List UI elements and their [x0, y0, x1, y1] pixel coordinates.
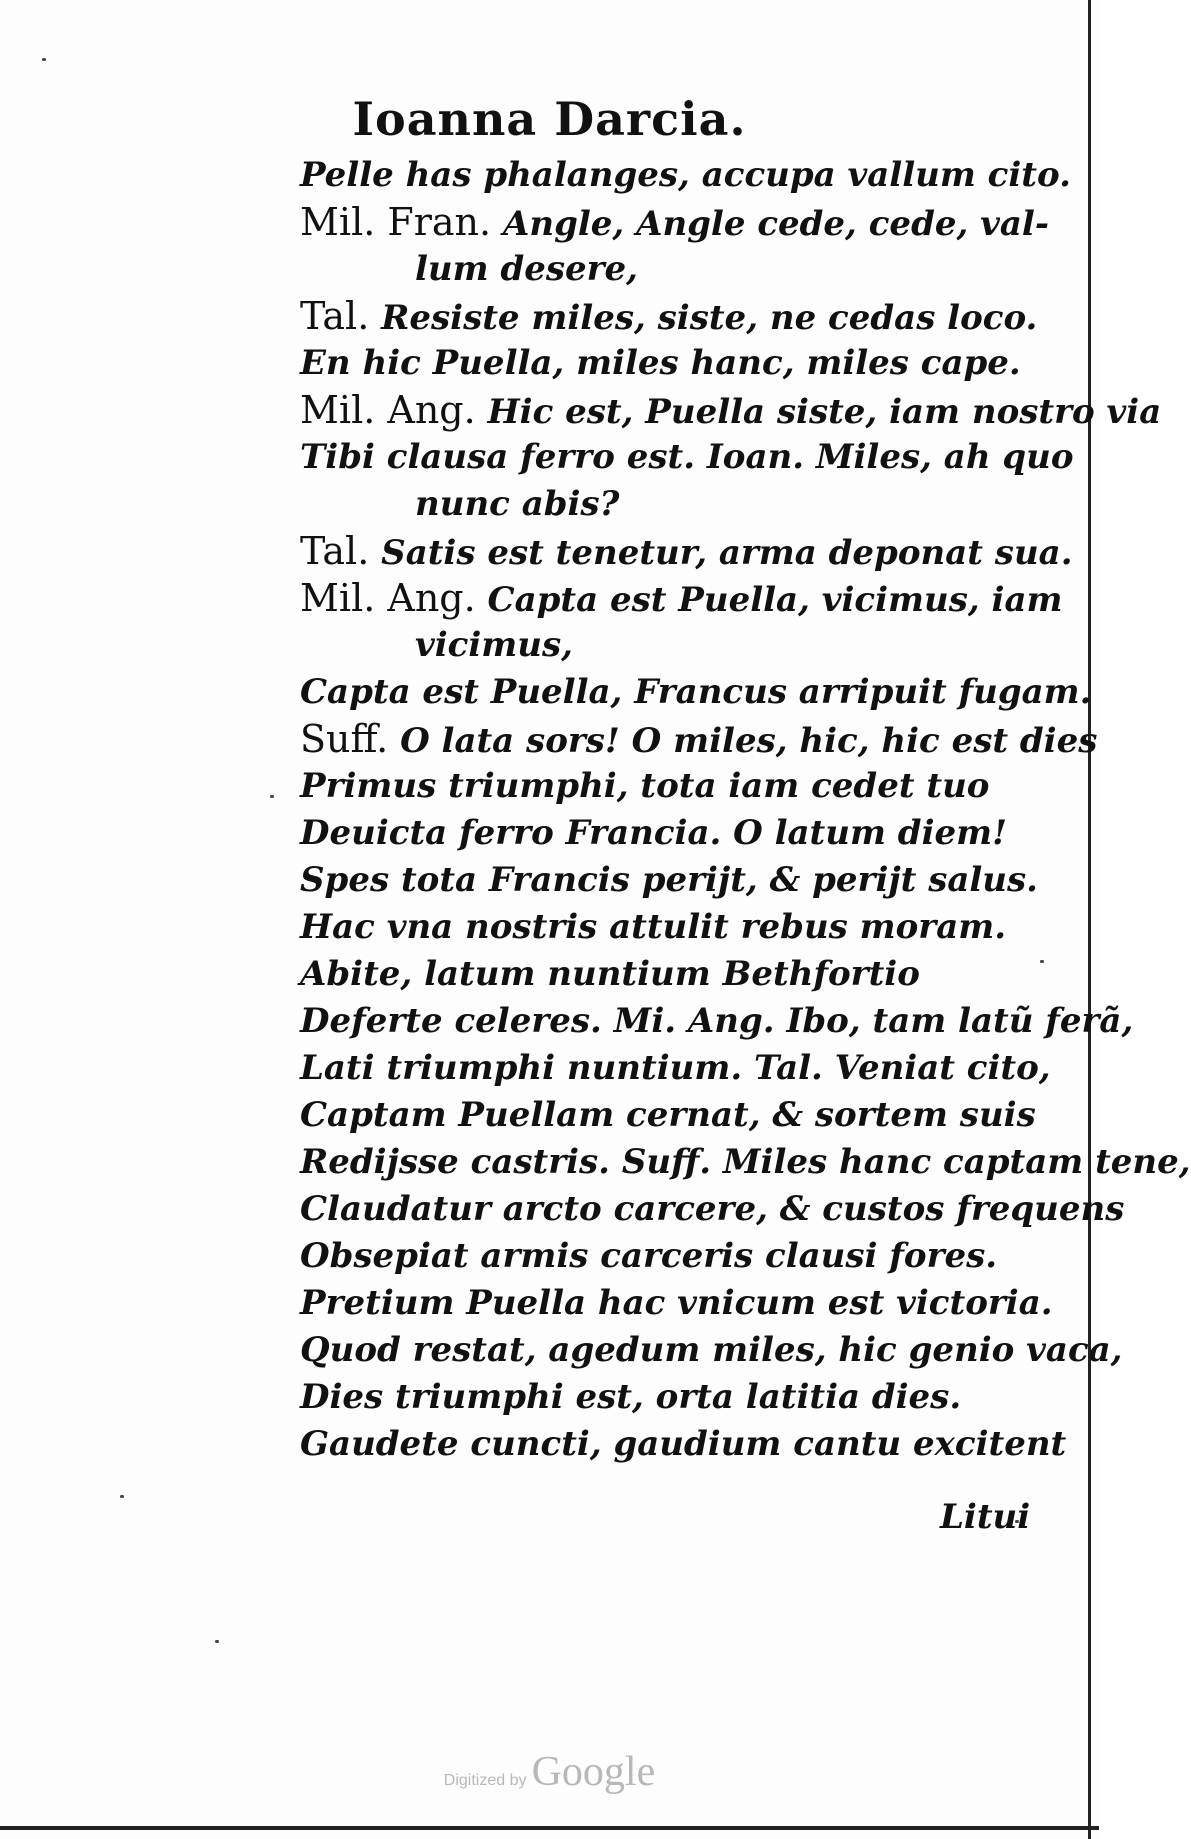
- line-text: Resiste miles, siste, ne cedas loco.: [381, 298, 1038, 338]
- line-text: Angle, Angle cede, cede, val-: [502, 204, 1049, 244]
- verse-line: [300, 575, 1063, 622]
- line-text: Satis est tenetur, arma deponat sua.: [381, 533, 1073, 573]
- verse-line: [300, 1421, 1067, 1468]
- verse-line: [300, 246, 1060, 293]
- line-text: Obsepiat armis carceris clausi fores.: [300, 1236, 998, 1276]
- line-text: Claudatur arcto carcere, & custos frequens: [300, 1189, 1125, 1229]
- line-text: Hic est, Puella siste, iam nostro via: [487, 392, 1162, 432]
- catchword: Litui: [940, 1497, 1031, 1537]
- page-edge-bottom: [0, 1826, 1099, 1830]
- verse-line: [300, 904, 1060, 951]
- verse-line: [300, 152, 1071, 199]
- line-text: Abite, latum nuntium Bethfortio: [300, 954, 920, 994]
- verse-line: [300, 1045, 1060, 1092]
- verse-line: [300, 669, 1092, 716]
- line-text: Deferte celeres. Mi. Ang. Ibo, tam latũ ferã,: [300, 1001, 1134, 1041]
- verse-line: [300, 810, 1060, 857]
- line-text: Tibi clausa ferro est. Ioan. Miles, ah quo: [300, 437, 1074, 477]
- digitized-watermark: [0, 1748, 1099, 1796]
- line-text: lum desere,: [415, 249, 639, 289]
- line-text: Spes tota Francis perijt, & perijt salus.: [300, 860, 1039, 900]
- line-text: Hac vna nostris attulit rebus moram.: [300, 907, 1007, 947]
- line-text: Capta est Puella, vicimus, iam: [487, 580, 1063, 620]
- verse-line: [300, 1327, 1123, 1374]
- line-text: Primus triumphi, tota iam cedet tuo: [300, 766, 990, 806]
- verse-line: [300, 1139, 1191, 1186]
- verse-line: [300, 1374, 1060, 1421]
- speaker-label: Tal.: [300, 529, 370, 573]
- line-text: Lati triumphi nuntium. Tal. Veniat cito,: [300, 1048, 1051, 1088]
- line-text: Quod restat, agedum miles, hic genio vaca,: [300, 1330, 1123, 1370]
- watermark-big: Google: [531, 1749, 656, 1795]
- scan-speck: [120, 1495, 124, 1498]
- verse-line: [300, 340, 1060, 387]
- verse-line: [300, 1186, 1125, 1233]
- line-text: Pelle has phalanges, accupa vallum cito.: [300, 155, 1071, 195]
- line-text: Deuicta ferro Francia. O latum diem!: [300, 813, 1008, 853]
- line-text: En hic Puella, miles hanc, miles cape.: [300, 343, 1021, 383]
- verse-line: [300, 622, 1060, 669]
- line-text: O lata sors! O miles, hic, hic est dies: [400, 721, 1098, 761]
- line-text: Capta est Puella, Francus arripuit fugam.: [300, 672, 1092, 712]
- verse-line: [300, 857, 1060, 904]
- page-edge-right: [1088, 0, 1091, 1839]
- watermark-small: Digitized by: [443, 1772, 527, 1789]
- line-text: Redijsse castris. Suff. Miles hanc captam tene,: [300, 1142, 1191, 1182]
- scan-speck: [215, 1640, 219, 1643]
- verse-line: [300, 387, 1162, 434]
- verse-line: [300, 528, 1073, 575]
- line-text: vicimus,: [415, 625, 573, 665]
- line-text: Dies triumphi est, orta latitia dies.: [300, 1377, 962, 1417]
- verse-line: [300, 716, 1098, 763]
- verse-line: [300, 763, 1060, 810]
- scan-speck: [42, 58, 46, 61]
- verse-line: [300, 293, 1060, 340]
- verse-line: [300, 434, 1074, 481]
- speaker-label: Suff.: [300, 717, 389, 761]
- verse-line: [300, 1233, 1060, 1280]
- line-text: Captam Puellam cernat, & sortem suis: [300, 1095, 1036, 1135]
- speaker-label: Tal.: [300, 294, 370, 338]
- line-text: Gaudete cuncti, gaudium cantu excitent: [300, 1424, 1067, 1464]
- verse-line: [300, 998, 1134, 1045]
- verse-lines: [300, 152, 1191, 1468]
- speaker-label: Mil. Fran.: [300, 200, 492, 244]
- verse-line: [300, 199, 1060, 246]
- verse-line: [300, 481, 1060, 528]
- scan-speck: [270, 795, 274, 798]
- line-text: Pretium Puella hac vnicum est victoria.: [300, 1283, 1053, 1323]
- speaker-label: Mil. Ang.: [300, 576, 476, 620]
- verse-line: [300, 1280, 1060, 1327]
- verse-line: [300, 1092, 1060, 1139]
- speaker-label: Mil. Ang.: [300, 388, 476, 432]
- line-text: nunc abis?: [415, 484, 620, 524]
- running-head: Ioanna Darcia.: [352, 92, 747, 146]
- verse-line: [300, 951, 1060, 998]
